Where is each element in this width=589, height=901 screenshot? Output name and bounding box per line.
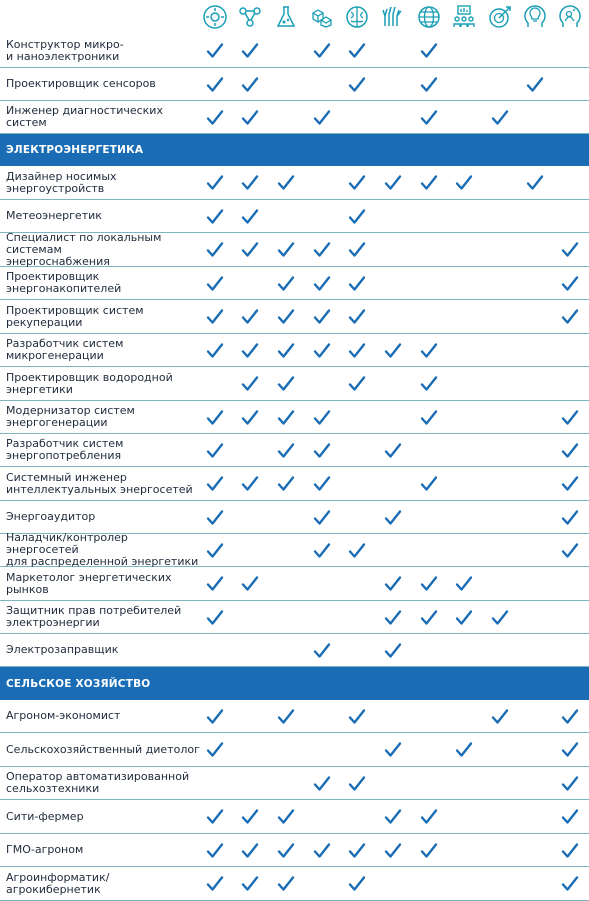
check-icon [276,173,296,193]
check-icon [276,841,296,861]
profession-label: Сельскохозяйственный диетолог [6,742,200,756]
target-dart-icon [482,0,518,34]
table-row [0,101,589,134]
check-icon [560,841,580,861]
check-icon [383,740,403,760]
check-icon [276,807,296,827]
table-row [0,267,589,300]
check-icon [240,474,260,494]
check-icon [383,608,403,628]
profession-label: Проектировщик сенсоров [6,77,156,90]
check-icon [383,441,403,461]
check-icon [240,807,260,827]
check-icon [276,274,296,294]
check-icon [419,374,439,394]
check-icon [312,441,332,461]
check-icon [312,341,332,361]
check-icon [205,341,225,361]
check-icon [276,307,296,327]
check-icon [312,641,332,661]
check-icon [419,474,439,494]
check-icon [205,508,225,528]
check-icon [205,740,225,760]
table-row [0,767,589,800]
check-icon [490,608,510,628]
profession-label: Проектировщик систем рекуперации [6,303,144,329]
table-row [0,34,589,68]
check-icon [240,574,260,594]
check-icon [419,108,439,128]
check-icon [560,307,580,327]
check-icon [240,41,260,61]
check-icon [347,341,367,361]
check-icon [347,774,367,794]
check-icon [276,374,296,394]
check-icon [312,474,332,494]
check-icon [312,841,332,861]
lightbulb-head-icon [517,0,553,34]
section-title: ЭЛЕКТРОЭНЕРГЕТИКА [6,144,144,156]
profession-label: Агроном-экономист [6,709,121,722]
check-icon [205,707,225,727]
check-icon [419,173,439,193]
profession-label: Энергоаудитор [6,510,96,523]
check-icon [205,307,225,327]
check-icon [383,574,403,594]
profession-label: Дизайнер носимых энергоустройств [6,169,117,195]
brain-icon [339,0,375,34]
check-icon [240,75,260,95]
table-row [0,367,589,401]
check-icon [383,841,403,861]
check-icon [383,641,403,661]
table-row [0,834,589,867]
check-icon [454,740,474,760]
check-icon [419,41,439,61]
table-row [0,467,589,501]
check-icon [347,541,367,561]
profession-label: Проектировщик водородной энергетики [6,370,173,396]
hands-up-icon [375,0,411,34]
check-icon [454,574,474,594]
section-header [0,667,589,700]
check-icon [205,841,225,861]
check-icon [205,807,225,827]
check-icon [205,608,225,628]
section-header [0,134,589,166]
profession-label: Специалист по локальным системам энергоснабжения [6,230,162,268]
network-icon [232,0,268,34]
check-icon [312,774,332,794]
check-icon [205,207,225,227]
check-icon [205,240,225,260]
check-icon [560,807,580,827]
profession-label: Метеоэнергетик [6,209,102,222]
table-row [0,601,589,634]
table-row [0,300,589,334]
profession-label: Маркетолог энергетических рынков [6,570,172,596]
table-row [0,733,589,767]
check-icon [560,774,580,794]
table-row [0,401,589,434]
check-icon [312,41,332,61]
check-icon [525,173,545,193]
check-icon [205,408,225,428]
check-icon [383,807,403,827]
profession-label: Разработчик систем микрогенерации [6,337,124,362]
profession-label: Модернизатор систем энергогенерации [6,404,135,429]
check-icon [383,341,403,361]
check-icon [312,508,332,528]
check-icon [205,541,225,561]
check-icon [276,474,296,494]
check-icon [419,608,439,628]
check-icon [383,508,403,528]
check-icon [419,341,439,361]
check-icon [347,841,367,861]
check-icon [419,574,439,594]
check-icon [240,173,260,193]
check-icon [205,441,225,461]
head-person-icon [552,0,588,34]
check-icon [276,707,296,727]
check-icon [560,274,580,294]
table-row [0,200,589,233]
profession-label: Сити-фермер [6,809,84,823]
gear-head-icon [197,0,233,34]
table-row [0,867,589,901]
check-icon [312,108,332,128]
check-icon [419,408,439,428]
check-icon [240,841,260,861]
globe-icon [411,0,447,34]
profession-label: Разработчик систем энергопотребления [6,437,124,462]
check-icon [560,874,580,894]
check-icon [205,75,225,95]
section-title: СЕЛЬСКОЕ ХОЗЯЙСТВО [6,677,151,690]
check-icon [560,740,580,760]
table-row [0,334,589,367]
check-icon [454,608,474,628]
check-icon [560,441,580,461]
check-icon [240,207,260,227]
check-icon [205,41,225,61]
check-icon [276,874,296,894]
check-icon [312,408,332,428]
check-icon [205,574,225,594]
check-icon [419,807,439,827]
profession-label: Электрозаправщик [6,643,119,656]
profession-label: Системный инженер интеллектуальных энергосетей [6,470,193,496]
table-row [0,700,589,733]
check-icon [525,75,545,95]
check-icon [205,474,225,494]
profession-label: Инженер диагностических систем [6,104,163,129]
check-icon [560,541,580,561]
check-icon [312,240,332,260]
check-icon [240,341,260,361]
check-icon [240,408,260,428]
check-icon [560,408,580,428]
check-icon [454,173,474,193]
team-chart-icon [446,0,482,34]
check-icon [312,541,332,561]
check-icon [205,173,225,193]
check-icon [240,874,260,894]
check-icon [240,240,260,260]
check-icon [490,108,510,128]
profession-label: ГМО-агроном [6,843,84,856]
check-icon [276,341,296,361]
profession-label: Агроинформатик/агрокибернетик [6,870,110,896]
check-icon [419,841,439,861]
check-icon [240,374,260,394]
check-icon [560,707,580,727]
table-row [0,434,589,467]
check-icon [419,75,439,95]
table-row [0,634,589,667]
check-icon [312,274,332,294]
check-icon [383,173,403,193]
cubes-icon [304,0,340,34]
table-row [0,501,589,534]
check-icon [240,307,260,327]
table-row [0,166,589,200]
check-icon [347,707,367,727]
check-icon [560,474,580,494]
table-row [0,230,589,268]
check-icon [347,207,367,227]
profession-label: Конструктор микро- и наноэлектроники [6,37,124,63]
table-row [0,531,589,568]
check-icon [240,108,260,128]
table-row [0,68,589,101]
check-icon [205,108,225,128]
check-icon [312,307,332,327]
check-icon [276,240,296,260]
profession-label: Оператор автоматизированной сельхозтехники [6,770,190,795]
check-icon [347,75,367,95]
skill-icons-header [0,0,589,34]
check-icon [276,408,296,428]
profession-label: Защитник прав потребителей электроэнергии [6,604,182,629]
profession-label: Проектировщик энергонакопителей [6,270,122,295]
check-icon [347,874,367,894]
check-icon [347,173,367,193]
check-icon [347,41,367,61]
check-icon [205,874,225,894]
check-icon [560,240,580,260]
profession-label: Наладчик/контролер энергосетей для распределенной энергетики [6,531,199,568]
check-icon [276,441,296,461]
lab-flask-icon [268,0,304,34]
check-icon [205,274,225,294]
table-row [0,800,589,834]
check-icon [347,240,367,260]
check-icon [347,374,367,394]
check-icon [347,274,367,294]
check-icon [347,307,367,327]
check-icon [490,707,510,727]
table-row [0,567,589,601]
check-icon [560,508,580,528]
